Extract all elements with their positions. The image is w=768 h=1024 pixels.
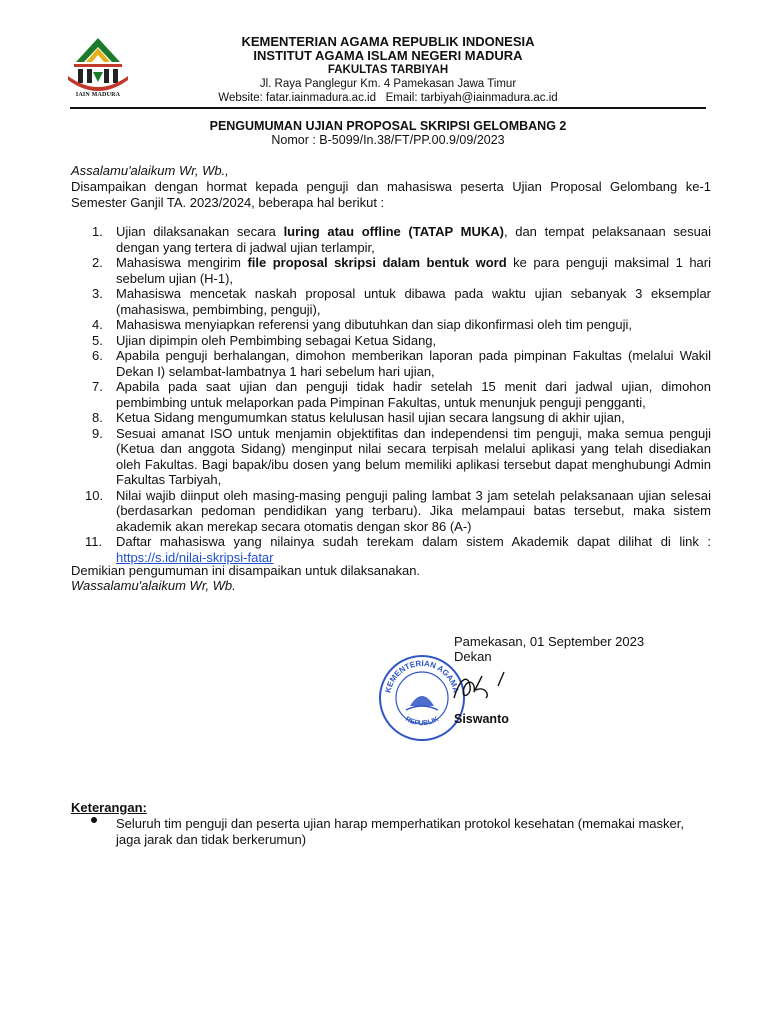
contact-line bbox=[160, 91, 616, 105]
institute-name: INSTITUT AGAMA ISLAM NEGERI MADURA bbox=[253, 48, 523, 63]
list-item: 1. Ujian dilaksanakan secara luring atau offline (TATAP MUKA), dan tempat pelaksanaan sesuai dengan yang tertera di jadwal ujian terlampir, bbox=[92, 224, 711, 255]
email: Email: tarbiyah@iainmadura.ac.id bbox=[385, 92, 558, 104]
address: Jl. Raya Panglegur Km. 4 Pamekasan Jawa Timur bbox=[259, 78, 517, 90]
bullet-icon bbox=[91, 817, 97, 823]
list-item: 6. Apabila penguji berhalangan, dimohon memberikan laporan pada pimpinan Fakultas (melalui Wakil Dekan I) selambat-lambatnya 1 hari sebelum hari ujian, bbox=[92, 348, 711, 379]
closing-salutation: Wassalamu'alaikum Wr, Wb. bbox=[71, 578, 236, 593]
list-item: 11. Daftar mahasiswa yang nilainya sudah terekam dalam sistem Akademik dapat dilihat di link : https://s.id/nilai-skripsi-fatar bbox=[85, 534, 711, 565]
ministry-name: KEMENTERIAN AGAMA REPUBLIK INDONESIA bbox=[241, 34, 535, 49]
place-date: Pamekasan, 01 September 2023 bbox=[454, 634, 645, 649]
nilai-skripsi-link[interactable]: https://s.id/nilai-skripsi-fatar bbox=[116, 549, 274, 565]
announcement-list bbox=[71, 224, 711, 565]
logo-label: IAIN MADURA bbox=[75, 92, 121, 98]
svg-text:REPUBLIK: REPUBLIK bbox=[404, 715, 440, 728]
notes-heading: Keterangan: bbox=[71, 800, 147, 815]
list-item: 3. Mahasiswa mencetak naskah proposal untuk dibawa pada waktu ujian sebanyak 3 eksemplar (mahasiswa, pembimbing, penguji), bbox=[92, 286, 711, 317]
signer-role: Dekan bbox=[454, 649, 492, 664]
list-item: 9. Sesuai amanat ISO untuk menjamin objektifitas dan independensi tim penguji, maka semua penguji (Ketua dan anggota Sidang) menginput nilai secara terpisah melalui aplikasi yang telah disediakan oleh Fakultas. Bagi bapak/ibu dosen yang belum memiliki aplikasi tersebut dapat menghubungi Admin Fakultas Tarbiyah, bbox=[92, 425, 711, 487]
announcement-number: Nomor : B-5099/In.38/FT/PP.00.9/09/2023 bbox=[271, 133, 505, 147]
faculty-name: FAKULTAS TARBIYAH bbox=[327, 64, 449, 76]
closing-text: Demikian pengumuman ini disampaikan untuk dilaksanakan. bbox=[71, 563, 421, 578]
intro-paragraph: Disampaikan dengan hormat kepada penguji dan mahasiswa peserta Ujian Proposal Gelombang ke-1 Semester Ganjil TA. 2023/2024, beberapa hal berikut : bbox=[71, 179, 711, 210]
note-item: Seluruh tim penguji dan peserta ujian harap memperhatikan protokol kesehatan (memakai masker, jaga jarak dan tidak berkerumun) bbox=[116, 816, 684, 847]
list-item: 8. Ketua Sidang mengumumkan status kelulusan hasil ujian secara langsung di akhir ujian, bbox=[92, 410, 625, 425]
list-item: 7. Apabila pada saat ujian dan penguji tidak hadir setelah 15 menit dari jadwal ujian, dimohon pembimbing untuk melaporkan pada Pimpinan Fakultas, untuk menunjuk penguji pengganti, bbox=[92, 379, 711, 410]
greeting: Assalamu'alaikum Wr, Wb., bbox=[71, 163, 229, 178]
list-item: 2. Mahasiswa mengirim file proposal skripsi dalam bentuk word ke para penguji maksimal 1 hari sebelum ujian (H-1), bbox=[92, 255, 711, 286]
list-item: 5. Ujian dipimpin oleh Pembimbing sebagai Ketua Sidang, bbox=[92, 332, 437, 348]
letterhead-divider bbox=[70, 107, 706, 109]
list-item: 10. Nilai wajib diinput oleh masing-masing penguji paling lambat 3 jam setelah pelaksanaan ujian selesai (berdasarkan pedoman pendidikan yang terbaru). Jika melampaui batas tersebut, maka sistem akademik akan merekap secara otomatis dengan skor 86 (A-) bbox=[85, 487, 711, 534]
website: Website: fatar.iainmadura.ac.id bbox=[218, 92, 376, 104]
svg-text:KEMENTERIAN AGAMA: KEMENTERIAN AGAMA bbox=[383, 658, 461, 694]
letterhead bbox=[160, 35, 616, 105]
handwritten-signature bbox=[446, 668, 526, 708]
announcement-title: PENGUMUMAN UJIAN PROPOSAL SKRIPSI GELOMBANG 2 bbox=[209, 119, 567, 133]
signer-name: Siswanto bbox=[454, 712, 509, 726]
list-item: 4. Mahasiswa menyiapkan referensi yang dibutuhkan dan siap dikonfirmasi oleh tim penguji, bbox=[92, 317, 632, 332]
